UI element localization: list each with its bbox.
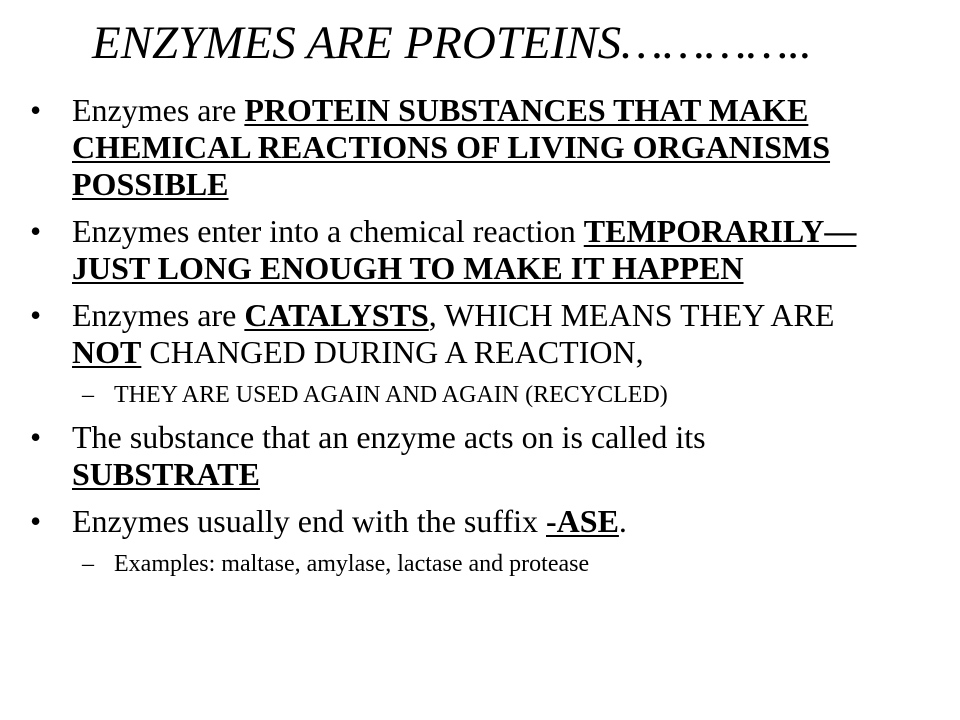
bullet-suffix-ase: [0, 503, 960, 540]
sub-bullet-examples: [0, 550, 960, 578]
bullet-temporary-reaction: [0, 213, 960, 287]
bullet-emphasis: -ASE: [546, 503, 619, 539]
bullet-emphasis: SUBSTRATE: [72, 456, 260, 492]
bullet-catalysts: [0, 297, 960, 371]
bullet-text-post: CHANGED DURING A REACTION,: [141, 334, 644, 370]
bullet-icon: •: [30, 503, 42, 539]
bullet-list: [0, 92, 960, 578]
sub-bullet-recycled: [0, 381, 960, 409]
bullet-text-post: .: [618, 503, 627, 539]
bullet-text: Enzymes are: [72, 297, 245, 333]
sub-bullet-text: THEY ARE USED AGAIN AND AGAIN (RECYCLED): [114, 382, 668, 408]
slide-title: ENZYMES ARE PROTEINS…………..: [92, 17, 812, 69]
bullet-text-mid: , WHICH MEANS THEY ARE: [428, 297, 835, 333]
bullet-text: Enzymes are: [72, 92, 245, 128]
bullet-emphasis-not: NOT: [72, 334, 142, 370]
bullet-emphasis: TEMPORARILY—JUST LONG ENOUGH TO MAKE IT HAPPEN: [72, 213, 857, 286]
bullet-enzymes-definition: [0, 92, 960, 203]
bullet-text: The substance that an enzyme acts on is called its: [72, 419, 706, 455]
bullet-icon: •: [30, 297, 42, 333]
bullet-icon: •: [30, 419, 42, 455]
bullet-emphasis: CATALYSTS: [244, 297, 429, 333]
bullet-icon: •: [30, 92, 42, 128]
bullet-substrate: [0, 419, 960, 493]
sub-bullet-text: Examples: maltase, amylase, lactase and protease: [114, 551, 590, 577]
bullet-text: Enzymes usually end with the suffix: [72, 503, 546, 539]
bullet-emphasis: PROTEIN SUBSTANCES THAT MAKE CHEMICAL REACTIONS OF LIVING ORGANISMS POSSIBLE: [72, 92, 831, 202]
bullet-text: Enzymes enter into a chemical reaction: [72, 213, 584, 249]
dash-icon: –: [82, 382, 94, 408]
bullet-icon: •: [30, 213, 42, 249]
dash-icon: –: [82, 551, 94, 577]
